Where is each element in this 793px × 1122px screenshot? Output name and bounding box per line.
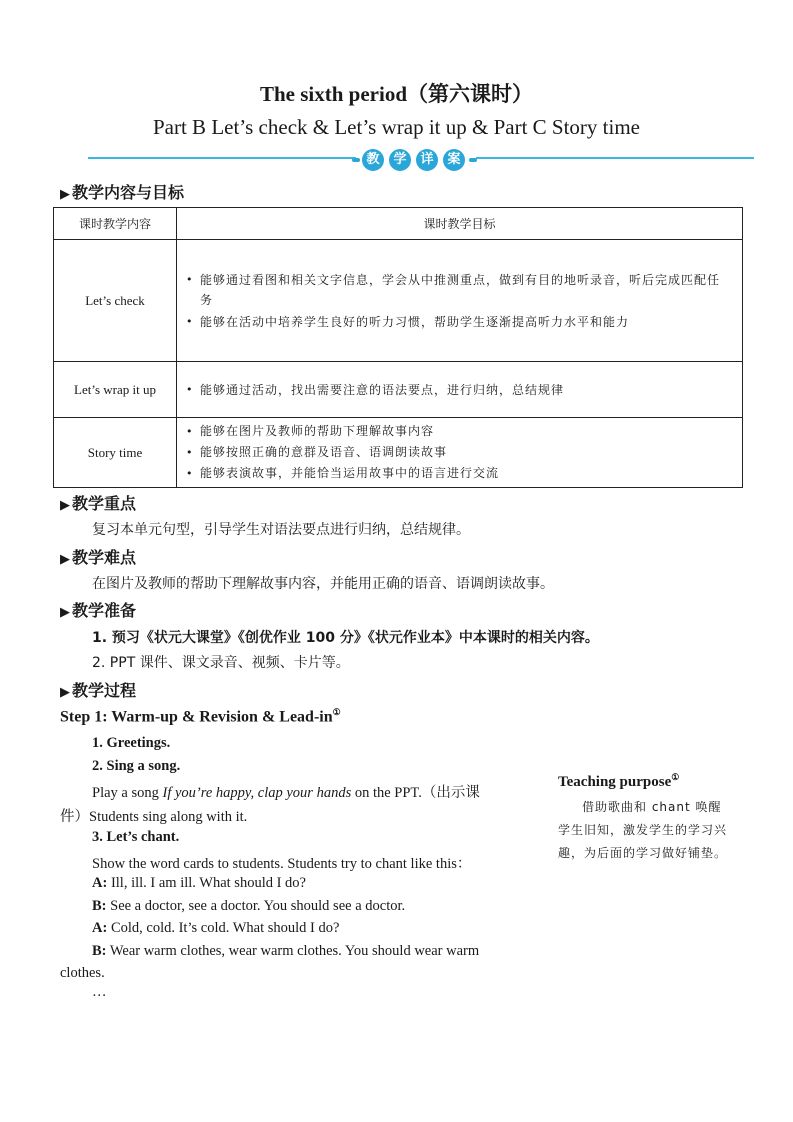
section-heading-process: ▶ 教学过程 (60, 681, 137, 700)
objectives-table (53, 207, 743, 488)
activity-title: 1. Greetings. (92, 735, 171, 751)
triangle-icon: ▶ (60, 552, 70, 567)
banner-line-right (476, 157, 754, 159)
table-header-cell: 课时教学内容 (54, 208, 177, 240)
chant-line: A: Ill, ill. I am ill. What should I do? (92, 875, 306, 891)
goals-cell (177, 240, 743, 362)
chant-line-cont: clothes. (60, 965, 105, 981)
list-item: • 能够通过看图和相关文字信息，学会从中推测重点，做到有目的地听录音，听后完成匹配任务 (186, 270, 732, 310)
list-item: • 能够表演故事，并能恰当运用故事中的语言进行交流 (186, 464, 732, 483)
section-heading-content: ▶ 教学内容与目标 (60, 183, 185, 202)
triangle-icon: ▶ (60, 685, 70, 700)
footnote-mark: ① (332, 707, 341, 717)
banner-char: 教 (362, 149, 384, 171)
activity-title: 3. Let’s chant. (92, 829, 180, 845)
song-title: If you’re happy, clap your hands (162, 785, 352, 801)
lesson-cell: Let’s wrap it up (54, 362, 177, 418)
section-heading-difficult: ▶ 教学难点 (60, 548, 137, 567)
banner-line-left (88, 157, 356, 159)
section-banner (352, 147, 480, 173)
footnote-mark: ① (671, 772, 680, 782)
song-instruction-cont: 件）Students sing along with it. (60, 809, 248, 825)
chant-intro: Show the word cards to students. Students try to chant like this： (92, 856, 472, 872)
chant-line: B: Wear warm clothes, wear warm clothes. You should wear warm (92, 943, 480, 959)
lesson-cell: Story time (54, 418, 177, 488)
key-points-text: 复习本单元句型，引导学生对语法要点进行归纳，总结规律。 (92, 522, 470, 538)
banner-cap-left (352, 158, 360, 162)
song-instruction: Play a song If you’re happy, clap your hands on the PPT.（出示课 (92, 785, 480, 801)
section-heading-key: ▶ 教学重点 (60, 494, 137, 513)
ellipsis: … (92, 984, 107, 1000)
triangle-icon: ▶ (60, 187, 70, 202)
banner-char: 详 (416, 149, 438, 171)
triangle-icon: ▶ (60, 605, 70, 620)
table-row (54, 418, 743, 488)
difficult-points-text: 在图片及教师的帮助下理解故事内容，并能用正确的语音、语调朗读故事。 (92, 576, 554, 592)
page-title: The sixth period（第六课时） (259, 82, 534, 106)
list-item: • 能够通过活动，找出需要注意的语法要点，进行归纳，总结规律 (186, 380, 732, 400)
activity-title: 2. Sing a song. (92, 758, 181, 774)
lesson-cell: Let’s check (54, 240, 177, 362)
prep-item: 1. 预习《状元大课堂》《创优作业 100 分》《状元作业本》中本课时的相关内容。 (92, 630, 599, 646)
banner-char: 学 (389, 149, 411, 171)
table-header-cell: 课时教学目标 (177, 208, 743, 240)
teaching-purpose-title: Teaching purpose① (558, 772, 680, 790)
list-item: • 能够在活动中培养学生良好的听力习惯，帮助学生逐渐提高听力水平和能力 (186, 312, 732, 332)
section-heading-prep: ▶ 教学准备 (60, 601, 137, 620)
step-heading: Step 1: Warm-up & Revision & Lead-in① (60, 707, 341, 726)
goals-cell (177, 418, 743, 488)
page-subtitle: Part B Let’s check & Let’s wrap it up & Part C Story time (152, 115, 640, 139)
teaching-purpose-text: 借助歌曲和 chant 唤醒学生旧知，激发学生的学习兴趣，为后面的学习做好铺垫。 (558, 800, 728, 860)
list-item: • 能够按照正确的意群及语音、语调朗读故事 (186, 443, 732, 462)
goals-cell (177, 362, 743, 418)
chant-line: A: Cold, cold. It’s cold. What should I do? (92, 920, 340, 936)
triangle-icon: ▶ (60, 498, 70, 513)
list-item: • 能够在图片及教师的帮助下理解故事内容 (186, 422, 732, 441)
table-row (54, 240, 743, 362)
table-header-row (54, 208, 743, 240)
prep-item: 2. PPT 课件、课文录音、视频、卡片等。 (92, 655, 350, 671)
banner-cap-right (469, 158, 477, 162)
chant-line: B: See a doctor, see a doctor. You should see a doctor. (92, 898, 406, 914)
table-row (54, 362, 743, 418)
banner-char: 案 (443, 149, 465, 171)
